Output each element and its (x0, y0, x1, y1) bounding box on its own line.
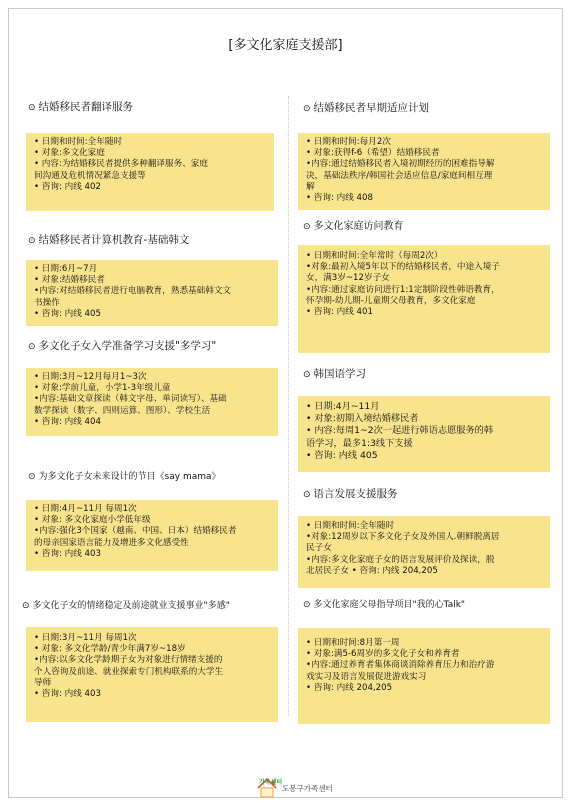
info-line: 间沟通及危机情况紧急支援等 (34, 170, 146, 181)
circle-dot-icon: ⊙ (303, 370, 311, 380)
info-line: • 日期:4月~11月 每周1次 (34, 504, 137, 514)
info-line: 北居民子女 (306, 565, 349, 576)
info-line: 书操作 (34, 297, 60, 308)
info-line: • 日期和时间:全年随时 (306, 521, 395, 531)
info-line: • 日期和时间:全年随时 (34, 137, 123, 147)
section-title-parent-talk: ⊙ 多文化家庭父母指导项目"我的心Talk" (303, 600, 466, 610)
info-box-say-mama (26, 500, 278, 571)
info-box-computer (26, 260, 278, 326)
family-center-logo (256, 777, 333, 799)
info-line: •内容:基础文章探读（韩文字母、单词读写）、基础 (34, 394, 227, 405)
info-line: • 内容:为结婚移民者提供多种翻译服务、家庭 (34, 159, 208, 170)
info-line: 数学探读（数字、四则运算、图形）、学校生活 (34, 405, 211, 416)
circle-dot-icon: ⊙ (28, 236, 36, 246)
info-line: 怀孕期-幼儿期-儿童期父母教育，多文化家庭 (306, 295, 476, 306)
info-line: • 对象:获得f-6（希望）结婚移民者 (306, 148, 440, 159)
info-line: • 咨询: 内线 403 (34, 548, 101, 559)
info-line: 语学习，最多1:3线下支援 (306, 437, 413, 449)
info-line: 决，基础法秩序/韩国社会适应信息/家庭间相互理 (306, 170, 493, 181)
info-line: 解 (306, 181, 315, 192)
info-box-parent-talk (298, 628, 550, 724)
info-line: • 对象: 多文化家庭小学低年级 (34, 515, 151, 526)
info-line: 民子女 (306, 543, 332, 554)
section-title-say-mama: ⊙ 为多文化子女未来设计的节目《say mama》 (28, 472, 221, 482)
info-line: • 对象:初期入境结婚移民者 (306, 413, 419, 425)
info-line: • 咨询: 内线 402 (34, 181, 101, 192)
info-box-korean (298, 396, 550, 472)
info-box-language-dev (298, 516, 550, 588)
info-line-contact: • 咨询: 内线 204,205 (351, 565, 438, 576)
circle-dot-icon: ⊙ (28, 342, 36, 352)
info-line: • 咨询: 内线 204,205 (306, 682, 393, 693)
info-line: •内容:通过结婚移民者入境初期经历的困难指导解 (306, 159, 495, 170)
info-line: • 咨询: 内线 405 (34, 308, 101, 319)
info-box-emotion-career (26, 627, 278, 722)
section-title-emotion-career: ⊙ 多文化子女的情绪稳定及前途就业支援事业"多感" (22, 601, 230, 611)
info-line: 女，满3岁~12岁子女 (306, 273, 390, 284)
info-line: • 日期和时间:全年常时（每周2次） (306, 251, 443, 261)
info-line: • 对象: 多文化学龄/青少年满7岁~18岁 (34, 644, 186, 655)
info-line: •内容:通过家庭访问进行1:1定制阶段性韩语教育， (306, 284, 500, 295)
section-title-home-visit: ⊙ 多文化家庭访问教育 (303, 221, 404, 232)
info-box-home-visit (298, 245, 550, 353)
info-line: • 咨询: 内线 403 (34, 689, 101, 700)
info-line: •内容:强化3个国家（越南、中国、日本）结婚移民者 (34, 526, 237, 537)
info-line: • 日期和时间:8月第一周 (306, 638, 400, 648)
info-line: •内容:对结婚移民者进行电脑教育，熟悉基础韩文文 (34, 286, 232, 297)
info-line: •对象:最初入境5年以下的结婚移民者，中途入境子 (306, 262, 500, 273)
info-line-split (306, 566, 544, 577)
info-line: • 对象:多文化家庭 (34, 148, 105, 159)
info-line: • 咨询: 内线 401 (306, 307, 373, 318)
info-line: • 日期和时间:每月2次 (306, 137, 391, 147)
circle-dot-icon: ⊙ (303, 490, 311, 500)
info-line: • 日期:6月~7月 (34, 264, 98, 274)
section-title-korean: ⊙ 韩国语学习 (303, 368, 367, 380)
info-line: • 咨询: 内线 405 (306, 449, 378, 461)
info-box-translation (26, 133, 274, 211)
circle-dot-icon: ⊙ (303, 600, 311, 610)
info-box-school-prep (26, 368, 278, 436)
info-line: • 对象:结婚移民者 (34, 275, 105, 286)
column-divider (288, 96, 289, 716)
circle-dot-icon: ⊙ (303, 104, 311, 114)
circle-dot-icon: ⊙ (28, 472, 36, 482)
section-title-computer: ⊙ 结婚移民者计算机教育-基础韩文 (28, 234, 190, 246)
info-line: 戏实习及语言发展促进游戏实习 (306, 671, 427, 682)
info-line: • 内容:每周1~2次一起进行韩语志愿服务的韩 (306, 425, 494, 437)
section-title-school-prep: ⊙ 多文化子女入学准备学习支援"多学习" (28, 340, 217, 352)
circle-dot-icon: ⊙ (303, 222, 311, 232)
info-line: • 对象:满5-6周岁的多文化子女和养育者 (306, 649, 460, 660)
info-line: • 日期:3月~11月 每周1次 (34, 633, 137, 643)
info-line: • 日期:4月~11月 (306, 401, 380, 412)
circle-dot-icon: ⊙ (22, 601, 30, 611)
info-line: • 咨询: 内线 404 (34, 416, 101, 427)
info-line: 的母亲国家语言能力及增进多文化感受性 (34, 537, 189, 548)
info-line: • 对象:学前儿童，小学1-3年级儿童 (34, 383, 171, 394)
section-title-early-adaptation: ⊙ 结婚移民者早期适应计划 (303, 102, 430, 114)
info-line: • 咨询: 内线 408 (306, 193, 373, 204)
circle-dot-icon: ⊙ (28, 103, 36, 113)
info-line: •对象:12周岁以下多文化子女及外国人.朝鲜脱离居 (306, 532, 500, 543)
section-title-translation: ⊙ 结婚移民者翻译服务 (28, 101, 134, 113)
section-title-language-dev: ⊙ 语言发展支援服务 (303, 488, 398, 500)
page-title: [多文化家庭支援部] (228, 38, 343, 53)
org-name: 도봉구가족센터 (282, 783, 333, 793)
info-line: 导师 (34, 677, 52, 688)
info-line: •内容:通过养育者集体商谈消除养育压力和治疗游 (306, 660, 495, 671)
info-line: • 日期:3月~12月每月1~3次 (34, 372, 147, 382)
info-box-early-adaptation (298, 133, 550, 210)
info-line: •内容:以多文化学龄期子女为对象进行情绪支援的 (34, 655, 223, 666)
logo-mark-text: 가족센터 (259, 779, 283, 786)
info-line: •内容:多文化家庭子女的语言发展评价及探读，脱 (306, 554, 495, 565)
info-line: 个人咨询及前途、就业探索专门机构联系的大学生 (34, 666, 224, 677)
